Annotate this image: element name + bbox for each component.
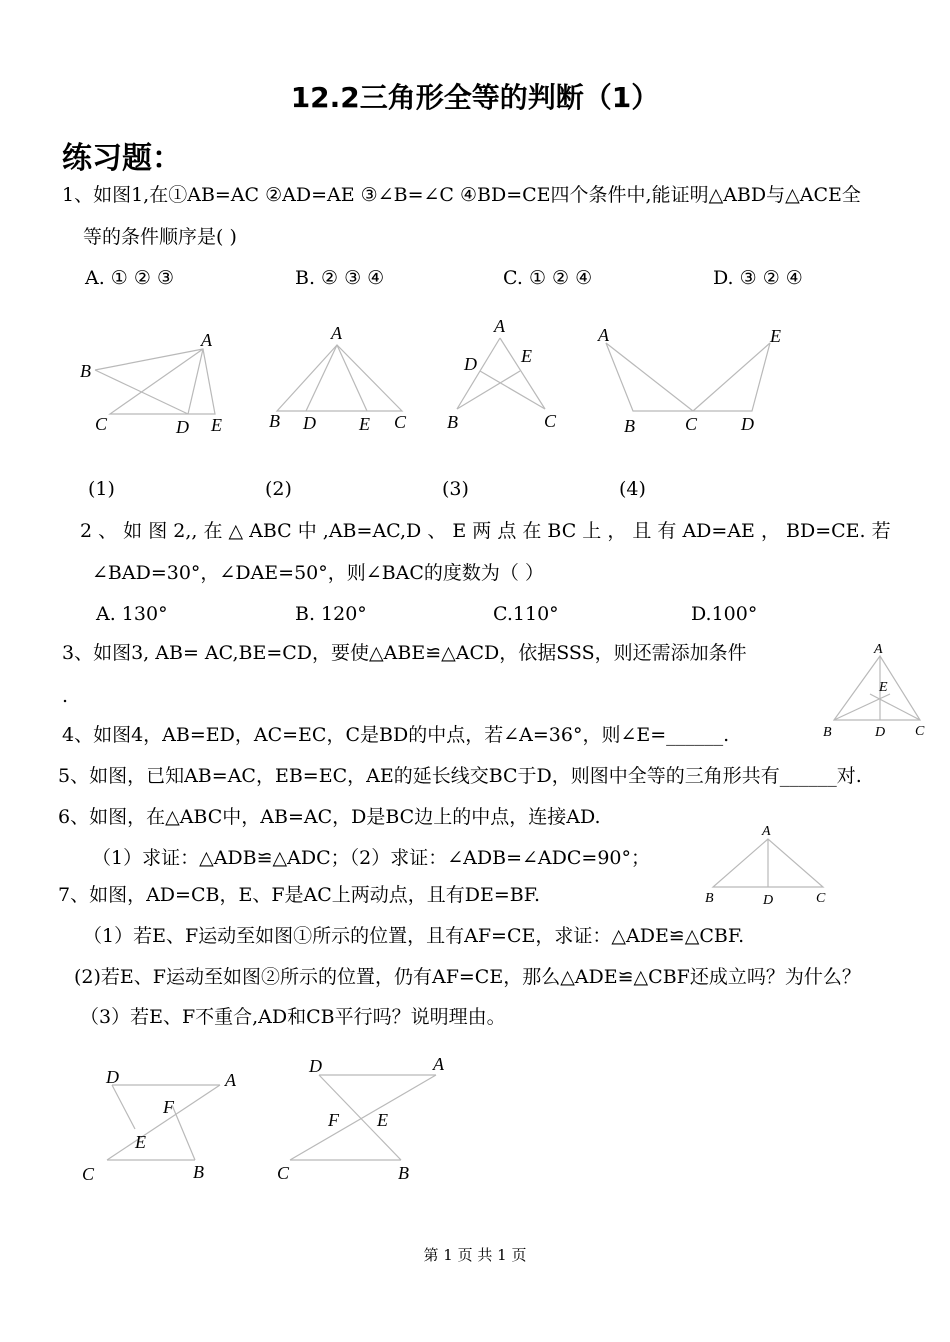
figure-q7-1-label-f: F: [163, 1097, 174, 1117]
figure-q7-2-label-d: D: [309, 1056, 322, 1076]
figure-q7-2-label-c: C: [277, 1163, 290, 1183]
q1-option-b: B. ② ③ ④: [295, 267, 385, 289]
figure-q7-2: [268, 1048, 468, 1188]
figure-caption-1: (1): [88, 478, 115, 500]
figure-4-label-c: C: [685, 414, 698, 434]
page-title: 12.2三角形全等的判断（1）: [290, 81, 660, 114]
figure-1-label-b: B: [80, 361, 91, 381]
figure-2-label-e: E: [359, 414, 370, 434]
figure-2-label-c: C: [394, 412, 407, 432]
q7-line2: （1）若E、F运动至如图①所示的位置，且有AF=CE，求证：△ADE≌△CBF.: [83, 925, 745, 947]
figure-3-label-e: E: [521, 346, 532, 366]
section-heading: 练习题：: [62, 141, 182, 176]
q1-option-d: D. ③ ② ④: [713, 267, 803, 289]
q2-option-d: D.100°: [691, 603, 758, 625]
figure-1-label-c: C: [95, 414, 108, 434]
figure-2-label-a: A: [331, 323, 342, 343]
figure-1-label-d: D: [176, 417, 189, 437]
figure-q6: [700, 818, 840, 913]
q7-line1: 7、如图，AD=CB，E、F是AC上两动点，且有DE=BF.: [58, 884, 541, 906]
q1-line2: 等的条件顺序是( ): [83, 226, 237, 248]
figure-2: [260, 318, 420, 443]
figure-q3-label-e: E: [879, 680, 888, 695]
figure-1-lines: [95, 349, 215, 414]
figure-3-label-a: A: [494, 316, 505, 336]
q5-line: 5、如图，已知AB=AC，EB=EC，AE的延长线交BC于D，则图中全等的三角形共有______对.: [58, 765, 862, 787]
q2-option-b: B. 120°: [295, 603, 367, 625]
figure-4-label-a: A: [598, 325, 609, 345]
figure-q3: [818, 636, 928, 746]
figure-q7-1-label-a: A: [225, 1070, 236, 1090]
figure-q7-2-label-b: B: [398, 1163, 409, 1183]
figure-3-label-b: B: [447, 412, 458, 432]
figure-q6-label-d: D: [763, 893, 774, 908]
figure-q7-2-label-f: F: [328, 1110, 339, 1130]
figure-1-label-e: E: [211, 415, 222, 435]
figure-caption-3: (3): [442, 478, 469, 500]
figure-2-label-d: D: [303, 413, 316, 433]
figure-q7-2-label-a: A: [433, 1054, 444, 1074]
figure-3: [440, 312, 580, 437]
figure-3-label-c: C: [544, 411, 557, 431]
figure-q6-label-a: A: [762, 824, 771, 839]
figure-1: [70, 320, 240, 445]
q6-line1: 6、如图，在△ABC中，AB=AC，D是BC边上的中点，连接AD.: [58, 806, 601, 828]
figure-q3-label-b: B: [823, 725, 832, 740]
q1-line1: 1、如图1,在①AB=AC ②AD=AE ③∠B=∠C ④BD=CE四个条件中,能证明△ABD与△ACE全: [62, 184, 861, 206]
q7-line3: (2)若E、F运动至如图②所示的位置，仍有AF=CE，那么△ADE≌△CBF还成立吗？为什么？: [74, 966, 861, 988]
figure-q6-label-c: C: [816, 891, 826, 906]
figure-2-label-b: B: [269, 411, 280, 431]
figure-q7-1-label-b: B: [193, 1162, 204, 1182]
figure-1-label-a: A: [201, 330, 212, 350]
figure-q7-2-label-e: E: [377, 1110, 388, 1130]
figure-4: [590, 318, 800, 443]
page-footer: 第 1 页 共 1 页: [423, 1246, 527, 1264]
q1-option-a: A. ① ② ③: [85, 267, 174, 289]
figure-q6-label-b: B: [705, 891, 714, 906]
q3-line2: .: [62, 685, 69, 707]
figure-q3-label-d: D: [875, 725, 886, 740]
figure-q7-1: [75, 1062, 255, 1192]
q1-option-c: C. ① ② ④: [503, 267, 593, 289]
q3-line1: 3、如图3, AB= AC,BE=CD，要使△ABE≌△ACD，依据SSS，则还需添加条件: [62, 642, 747, 664]
figure-caption-4: (4): [619, 478, 646, 500]
q4-line: 4、如图4，AB=ED，AC=EC，C是BD的中点，若∠A=36°，则∠E=______.: [62, 724, 730, 746]
figure-q3-label-a: A: [874, 642, 883, 657]
figure-caption-2: (2): [265, 478, 292, 500]
figure-q3-label-c: C: [915, 724, 925, 739]
figure-4-label-b: B: [624, 416, 635, 436]
figure-4-label-d: D: [741, 414, 754, 434]
figure-3-label-d: D: [464, 354, 477, 374]
q7-line4: （3）若E、F不重合,AD和CB平行吗？说明理由。: [80, 1006, 506, 1028]
q6-line2: （1）求证：△ADB≌△ADC；（2）求证：∠ADB=∠ADC=90°；: [92, 847, 650, 869]
q2-line2: ∠BAD=30°，∠DAE=50°，则∠BAC的度数为（ ）: [92, 562, 544, 584]
figure-q7-1-label-c: C: [82, 1164, 95, 1184]
q2-line1: 2 、 如 图 2,, 在 △ ABC 中 ,AB=AC,D 、 E 两 点 在 BC 上 ， 且 有 AD=AE ， BD=CE. 若: [80, 520, 891, 542]
q2-option-a: A. 130°: [96, 603, 168, 625]
figure-q7-1-label-e: E: [135, 1132, 146, 1152]
q2-option-c: C.110°: [493, 603, 559, 625]
figure-4-label-e: E: [770, 326, 781, 346]
figure-q7-1-label-d: D: [106, 1067, 119, 1087]
